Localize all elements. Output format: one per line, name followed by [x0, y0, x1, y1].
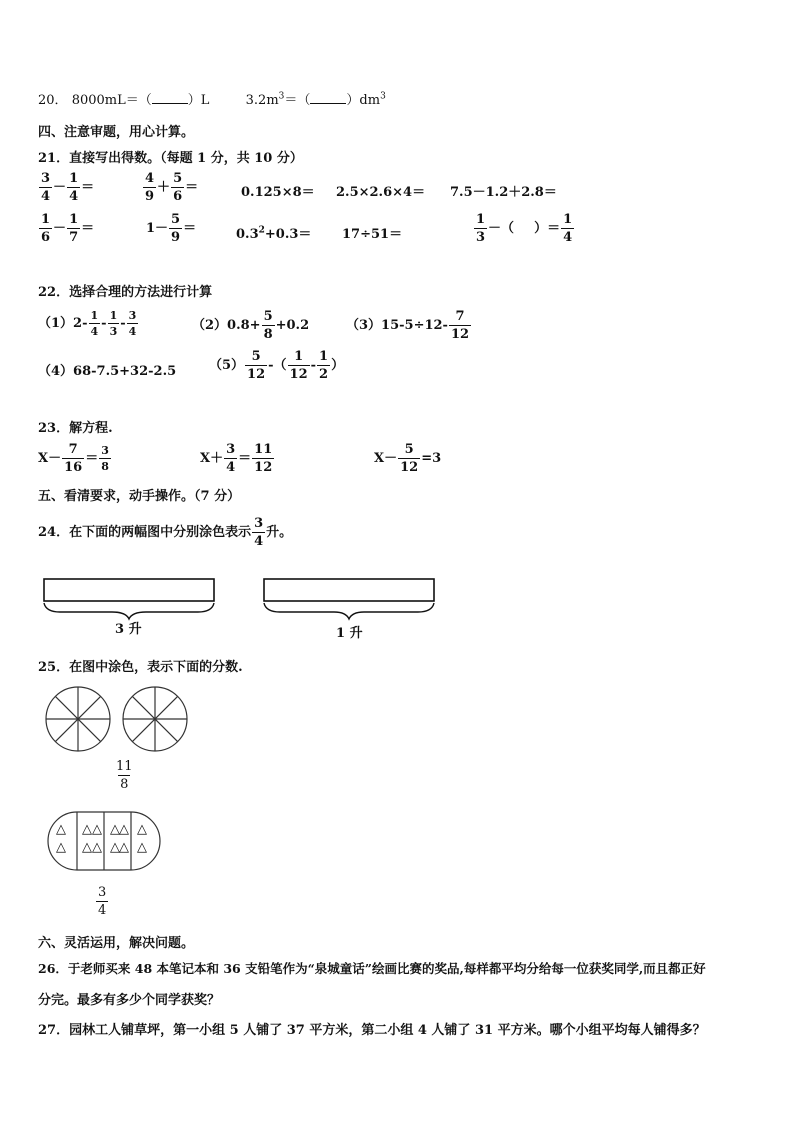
- section-5-heading: 五、看清要求，动手操作。（7 分）: [38, 489, 241, 504]
- calc-22-5: （5） $\frac{5}{12}$ -（ $\frac{1}{12}$ - $\frac{1}{2}$ ）: [209, 349, 345, 382]
- calc-22-4: （4）68-7.5+32-2.5: [38, 364, 177, 379]
- question-20: 20． 8000mL＝（ ）L $3.2m^3=$（ ）$dm^3$: [38, 91, 386, 108]
- question-27: 27．园林工人铺草坪，第一小组 5 人铺了 37 平方米，第二小组 4 人铺了 31 平方米。哪个小组平均每人铺得多？: [38, 1023, 706, 1038]
- triangle-group-1: [56, 821, 66, 857]
- triangle-icon: △: [92, 822, 102, 837]
- calc-22-3: （3）15-5÷12- $\frac{7}{12}$: [346, 309, 470, 342]
- calc-21-5: 7.5－1.2＋2.8＝: [450, 185, 557, 200]
- question-24-title: 24．在下面的两幅图中分别涂色表示 $\frac{3}{4}$ 升。: [38, 516, 293, 549]
- fraction-3-4: $\frac{3}{4}$: [98, 885, 107, 918]
- equation-23-1: X－ $\frac{7}{16}$ ＝ $\frac{3}{8}$: [38, 442, 109, 475]
- equation-23-2: X＋ $\frac{3}{4}$ ＝ $\frac{11}{12}$: [200, 442, 273, 475]
- calc-21-3: 0.125×8＝: [241, 185, 315, 200]
- calc-21-1: $\frac{3}{4}$ － $\frac{1}{4}$ ＝: [41, 171, 95, 204]
- label-3-liters: 3 升: [115, 622, 142, 637]
- triangle-icon: △: [110, 840, 120, 855]
- calc-22-1: （1）2- $\frac{1}{4}$ - $\frac{1}{3}$ - $\frac{3}{4}$: [38, 309, 137, 338]
- calc-21-2: $\frac{4}{9}$ ＋ $\frac{5}{6}$ ＝: [145, 171, 199, 204]
- triangle-group-4: [137, 821, 147, 857]
- question-26-line-2: 分完。最多有多少个同学获奖？: [38, 993, 221, 1008]
- question-21-title: 21．直接写出得数。（每题 1 分，共 10 分）: [38, 151, 303, 166]
- calc-21-10: $\frac{1}{3}$ －（ ）＝ $\frac{1}{4}$: [476, 212, 573, 245]
- triangle-icon: △: [137, 840, 147, 855]
- triangle-icon: △: [92, 840, 102, 855]
- triangle-icon: △: [82, 822, 92, 837]
- calc-21-6: $\frac{1}{6}$ － $\frac{1}{7}$ ＝: [41, 212, 95, 245]
- triangle-group-2b: [92, 821, 102, 857]
- triangle-group-2: [82, 821, 92, 857]
- calc-21-8: $0.3^2+0.3=$: [236, 225, 312, 242]
- calc-21-9: 17÷51＝: [342, 227, 403, 242]
- triangle-icon: △: [137, 822, 147, 837]
- label-1-liter: 1 升: [336, 626, 363, 641]
- triangle-icon: △: [56, 822, 66, 837]
- triangle-group-3b: [119, 821, 129, 857]
- question-22-title: 22．选择合理的方法进行计算: [38, 285, 213, 300]
- calc-21-7: 1－ $\frac{5}{9}$ ＝: [146, 212, 197, 245]
- question-26-line-1: 26．于老师买来 48 本笔记本和 36 支铅笔作为“泉城童话”绘画比赛的奖品,每样都平均分给每一位获奖同学,而且都正好: [38, 961, 706, 976]
- equation-23-3: X－ $\frac{5}{12}$ =3: [374, 442, 442, 475]
- triangle-icon: △: [82, 840, 92, 855]
- circle-1[interactable]: [46, 687, 110, 751]
- fraction-11-8: $\frac{11}{8}$: [116, 759, 133, 792]
- circle-2[interactable]: [123, 687, 187, 751]
- question-25-title: 25．在图中涂色，表示下面的分数.: [38, 660, 243, 675]
- triangle-icon: △: [110, 822, 120, 837]
- triangle-icon: △: [119, 840, 129, 855]
- question-23-title: 23．解方程.: [38, 421, 113, 436]
- calc-22-2: （2）0.8+ $\frac{5}{8}$ +0.2: [192, 309, 310, 342]
- triangle-icon: △: [56, 840, 66, 855]
- section-6-heading: 六、灵活运用，解决问题。: [38, 936, 195, 951]
- section-4-heading: 四、注意审题，用心计算。: [38, 125, 195, 140]
- calc-21-4: 2.5×2.6×4＝: [336, 185, 426, 200]
- triangle-icon: △: [119, 822, 129, 837]
